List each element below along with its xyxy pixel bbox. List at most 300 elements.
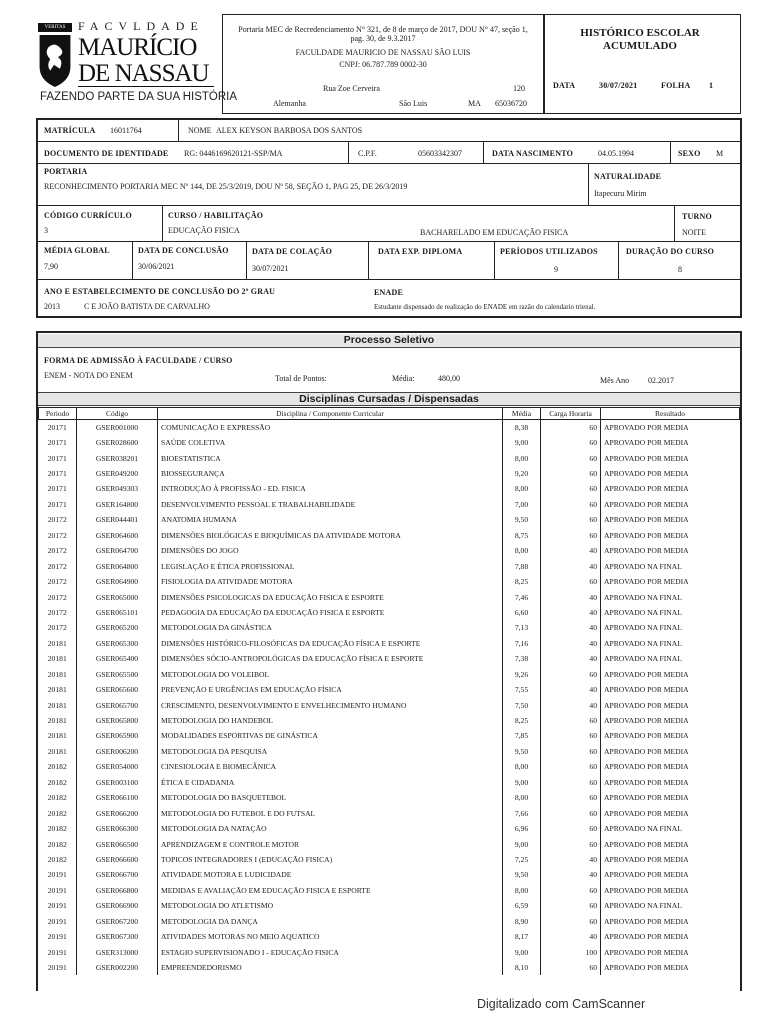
cell-resultado: APROVADO POR MEDIA (604, 731, 689, 741)
sexo: M (716, 149, 724, 158)
cell-media: 8,00 (503, 543, 541, 558)
cell-codigo: GSER065000 (77, 589, 158, 604)
periodos: 9 (554, 265, 558, 274)
cell-disciplina: SAÚDE COLETIVA (158, 435, 503, 450)
folha-label: FOLHA (661, 81, 691, 90)
cell-codigo: GSER065101 (77, 605, 158, 620)
cell-media: 8,00 (503, 790, 541, 805)
curso: EDUCAÇÃO FISICA (168, 226, 240, 235)
cell-codigo: GSER067200 (77, 914, 158, 929)
table-header (39, 408, 740, 420)
cell-resultado: APROVADO POR MEDIA (604, 530, 689, 540)
cell-media: 8,00 (503, 450, 541, 465)
cell-media: 9,00 (503, 836, 541, 851)
table-row (39, 420, 740, 435)
cell-media: 7,50 (503, 697, 541, 712)
document-title: HISTÓRICO ESCOLAR ACUMULADO (580, 27, 700, 52)
cell-codigo: GSER065500 (77, 667, 158, 682)
cell-disciplina: ATIVIDADES MOTORAS NO MEIO AQUATICO (158, 929, 503, 944)
media-global: 7,90 (44, 262, 58, 271)
cell-carga-horaria: 60 (541, 466, 601, 481)
cell-disciplina: LEGISLAÇÃO E ÉTICA PROFISSIONAL (158, 558, 503, 573)
cell-carga-horaria: 60 (541, 450, 601, 465)
cell-periodo: 20182 (39, 852, 77, 867)
documento-label: DOCUMENTO DE IDENTIDADE (44, 149, 169, 158)
table-row (39, 775, 740, 790)
cell-codigo: GSER065900 (77, 728, 158, 743)
cell-media: 9,00 (503, 944, 541, 959)
cnpj: CNPJ: 06.787.789 0002-30 (339, 60, 427, 69)
cell-resultado: APROVADO POR MEDIA (604, 700, 689, 710)
document-title-box (544, 14, 741, 114)
curso-label: CURSO / HABILITAÇÃO (168, 211, 264, 220)
cell-periodo: 20182 (39, 759, 77, 774)
cell-media: 7,88 (503, 558, 541, 573)
cell-periodo: 20172 (39, 512, 77, 527)
portaria: RECONHECIMENTO PORTARIA MEC Nº 144, DE 25/3/2019, DOU Nº 58, SEÇÃO 1, PAG 25, DE 26/3/2019 (44, 182, 408, 191)
cell-periodo: 20182 (39, 775, 77, 790)
cell-resultado: APROVADO POR MEDIA (604, 854, 689, 864)
cell-carga-horaria: 40 (541, 636, 601, 651)
table-row (39, 790, 740, 805)
cell-disciplina: DIMENSÕES HISTÓRICO-FILOSÓFICAS DA EDUCAÇÃO FÍSICA E ESPORTE (158, 636, 503, 651)
faculdade-name: FACULDADE MAURICIO DE NASSAU SÃO LUIS (295, 48, 471, 57)
cell-carga-horaria: 60 (541, 775, 601, 790)
cell-carga-horaria: 40 (541, 543, 601, 558)
table-row (39, 450, 740, 465)
cell-media: 8,38 (503, 420, 541, 435)
header-codigo: Código (77, 408, 158, 420)
bairro: Alemanha (273, 99, 306, 108)
cell-media: 7,25 (503, 852, 541, 867)
duracao: 8 (678, 265, 682, 274)
cell-codigo: GSER065700 (77, 697, 158, 712)
disciplinas-table (38, 407, 740, 975)
cell-disciplina: CINESIOLOGIA E BIOMECÂNICA (158, 759, 503, 774)
logo-line2: MAURÍCIO (78, 34, 197, 61)
cell-media: 9,00 (503, 435, 541, 450)
cell-resultado: APROVADO POR MEDIA (604, 885, 689, 895)
cell-periodo: 20181 (39, 697, 77, 712)
cell-carga-horaria: 60 (541, 914, 601, 929)
cell-resultado: APROVADO NA FINAL (604, 623, 682, 633)
cell-media: 7,46 (503, 589, 541, 604)
folha-value: 1 (709, 81, 714, 90)
cell-resultado: APROVADO POR MEDIA (604, 669, 689, 679)
cell-disciplina: METODOLOGIA DA DANÇA (158, 914, 503, 929)
table-row (39, 605, 740, 620)
forma-admissao-label: FORMA DE ADMISSÃO À FACULDADE / CURSO (44, 356, 233, 365)
cell-carga-horaria: 40 (541, 682, 601, 697)
cell-media: 7,55 (503, 682, 541, 697)
cell-codigo: GSER064700 (77, 543, 158, 558)
cell-codigo: GSER049303 (77, 481, 158, 496)
cell-disciplina: METODOLOGIA DA GINÁSTICA (158, 620, 503, 635)
rua: Rua Zoe Cerveira (323, 84, 380, 93)
table-row (39, 821, 740, 836)
cell-media: 9,26 (503, 667, 541, 682)
header-periodo: Periodo (39, 408, 77, 420)
cell-resultado: APROVADO POR MEDIA (604, 746, 689, 756)
cell-codigo: GSER028600 (77, 435, 158, 450)
header-carga-horaria: Carga Horaria (541, 408, 601, 420)
cell-carga-horaria: 60 (541, 574, 601, 589)
cell-media: 9,50 (503, 512, 541, 527)
cell-media: 9,50 (503, 744, 541, 759)
cell-disciplina: PREVENÇÃO E URGÊNCIAS EM EDUCAÇÃO FÍSICA (158, 682, 503, 697)
cell-periodo: 20181 (39, 728, 77, 743)
cell-resultado: APROVADO POR MEDIA (604, 422, 689, 432)
cell-disciplina: ATIVIDADE MOTORA E LUDICIDADE (158, 867, 503, 882)
table-row (39, 944, 740, 959)
cell-codigo: GSER038201 (77, 450, 158, 465)
cell-codigo: GSER066300 (77, 821, 158, 836)
cell-carga-horaria: 100 (541, 944, 601, 959)
cell-codigo: GSER065200 (77, 620, 158, 635)
cell-periodo: 20171 (39, 420, 77, 435)
cell-media: 8,17 (503, 929, 541, 944)
nascimento: 04.05.1994 (598, 149, 634, 158)
cell-resultado: APROVADO POR MEDIA (604, 499, 689, 509)
cell-resultado: APROVADO NA FINAL (604, 607, 682, 617)
cell-carga-horaria: 40 (541, 867, 601, 882)
cell-disciplina: METODOLOGIA DO BASQUETEBOL (158, 790, 503, 805)
cell-carga-horaria: 60 (541, 744, 601, 759)
cell-periodo: 20172 (39, 558, 77, 573)
table-row (39, 929, 740, 944)
table-row (39, 960, 740, 975)
cell-resultado: APROVADO POR MEDIA (604, 577, 689, 587)
cell-media: 9,50 (503, 867, 541, 882)
cell-media: 8,25 (503, 574, 541, 589)
cell-periodo: 20172 (39, 543, 77, 558)
cell-resultado: APROVADO POR MEDIA (604, 916, 689, 926)
colacao-label: DATA DE COLAÇÃO (252, 247, 333, 256)
table-row (39, 867, 740, 882)
table-row (39, 466, 740, 481)
cell-codigo: GSER064600 (77, 528, 158, 543)
cell-carga-horaria: 60 (541, 481, 601, 496)
cell-codigo: GSER065400 (77, 651, 158, 666)
conclusao: 30/06/2021 (138, 262, 175, 271)
cpf-label: C.P.F. (358, 149, 377, 158)
uf: MA (468, 99, 481, 108)
table-row (39, 852, 740, 867)
cell-periodo: 20181 (39, 651, 77, 666)
cell-disciplina: METODOLOGIA DO VOLEIBOL (158, 667, 503, 682)
cell-periodo: 20182 (39, 805, 77, 820)
student-info (36, 118, 742, 318)
cell-disciplina: BIOSSEGURANÇA (158, 466, 503, 481)
cell-resultado: APROVADO POR MEDIA (604, 515, 689, 525)
cell-resultado: APROVADO POR MEDIA (604, 932, 689, 942)
naturalidade-label: NATURALIDADE (594, 172, 662, 181)
documento: RG: 0446169620121-SSP/MA (184, 149, 283, 158)
table-row (39, 836, 740, 851)
table-row (39, 728, 740, 743)
cell-disciplina: INTRODUÇÃO À PROFISSÃO - ED. FISICA (158, 481, 503, 496)
cell-disciplina: CRESCIMENTO, DESENVOLVIMENTO E ENVELHECIMENTO HUMANO (158, 697, 503, 712)
cell-resultado: APROVADO NA FINAL (604, 592, 682, 602)
camscanner-watermark: Digitalizado com CamScanner (477, 997, 646, 1011)
table-row (39, 883, 740, 898)
mes-ano-label: Mês Ano (600, 376, 630, 385)
logo-line3: DE NASSAU (78, 61, 214, 87)
matricula-label: MATRÍCULA (44, 126, 96, 135)
table-row (39, 651, 740, 666)
cell-codigo: GSER066600 (77, 852, 158, 867)
cell-disciplina: DESENVOLVIMENTO PESSOAL E TRABALHABILIDADE (158, 497, 503, 512)
cell-periodo: 20191 (39, 944, 77, 959)
cell-resultado: APROVADO POR MEDIA (604, 963, 689, 973)
data-value: 30/07/2021 (599, 81, 638, 90)
cell-media: 8,00 (503, 759, 541, 774)
cell-media: 8,10 (503, 960, 541, 975)
periodos-label: PERÍODOS UTILIZADOS (500, 247, 598, 256)
table-row (39, 574, 740, 589)
cell-periodo: 20181 (39, 744, 77, 759)
cell-codigo: GSER066100 (77, 790, 158, 805)
cell-carga-horaria: 40 (541, 605, 601, 620)
cell-codigo: GSER065800 (77, 713, 158, 728)
cell-resultado: APROVADO POR MEDIA (604, 839, 689, 849)
habilitacao: BACHARELADO EM EDUCAÇÃO FISICA (420, 228, 569, 237)
cell-codigo: GSER313000 (77, 944, 158, 959)
cell-carga-horaria: 60 (541, 528, 601, 543)
cell-disciplina: METODOLOGIA DO HANDEBOL (158, 713, 503, 728)
cell-resultado: APROVADO POR MEDIA (604, 777, 689, 787)
cell-carga-horaria: 40 (541, 558, 601, 573)
cell-carga-horaria: 60 (541, 713, 601, 728)
tagline: FAZENDO PARTE DA SUA HISTÓRIA (40, 91, 238, 103)
cell-periodo: 20171 (39, 450, 77, 465)
cell-resultado: APROVADO POR MEDIA (604, 716, 689, 726)
colacao: 30/07/2021 (252, 264, 289, 273)
cell-codigo: GSER044401 (77, 512, 158, 527)
cell-periodo: 20182 (39, 836, 77, 851)
enade-label: ENADE (374, 288, 404, 297)
cell-periodo: 20171 (39, 435, 77, 450)
shield-icon (38, 34, 72, 88)
table-row (39, 435, 740, 450)
cell-carga-horaria: 60 (541, 805, 601, 820)
cell-periodo: 20181 (39, 636, 77, 651)
cell-media: 6,96 (503, 821, 541, 836)
table-row (39, 682, 740, 697)
cell-disciplina: COMUNICAÇÃO E EXPRESSÃO (158, 420, 503, 435)
cell-carga-horaria: 60 (541, 759, 601, 774)
table-row (39, 589, 740, 604)
media-global-label: MÉDIA GLOBAL (44, 246, 110, 255)
table-row (39, 481, 740, 496)
cell-media: 9,20 (503, 466, 541, 481)
cell-codigo: GSER065600 (77, 682, 158, 697)
cell-disciplina: METODOLOGIA DO FUTEBOL E DO FUTSAL (158, 805, 503, 820)
cell-media: 7,16 (503, 636, 541, 651)
cell-carga-horaria: 60 (541, 497, 601, 512)
media-enem: 480,00 (438, 374, 460, 383)
cell-disciplina: PEDAGOGIA DA EDUCAÇÃO DA EDUCAÇÃO FISICA E ESPORTE (158, 605, 503, 620)
cell-carga-horaria: 60 (541, 960, 601, 975)
cell-periodo: 20181 (39, 667, 77, 682)
cell-resultado: APROVADO POR MEDIA (604, 793, 689, 803)
cell-codigo: GSER003100 (77, 775, 158, 790)
cell-periodo: 20191 (39, 929, 77, 944)
header-media: Média (503, 408, 541, 420)
cell-disciplina: APRENDIZAGEM E CONTROLE MOTOR (158, 836, 503, 851)
cell-media: 9,00 (503, 775, 541, 790)
cell-media: 8,90 (503, 914, 541, 929)
duracao-label: DURAÇÃO DO CURSO (626, 247, 715, 256)
naturalidade: Itapecuru Mirim (594, 189, 647, 198)
cell-codigo: GSER065300 (77, 636, 158, 651)
cell-resultado: APROVADO NA FINAL (604, 824, 682, 834)
cell-periodo: 20191 (39, 883, 77, 898)
media-enem-label: Média: (392, 374, 415, 383)
cell-disciplina: ÉTICA E CIDADANIA (158, 775, 503, 790)
turno: NOITE (682, 228, 706, 237)
cell-codigo: GSER067300 (77, 929, 158, 944)
cell-disciplina: DIMENSÕES BIOLÓGICAS E BIOQUÍMICAS DA ATIVIDADE MOTORA (158, 528, 503, 543)
cell-disciplina: METODOLOGIA DA PESQUISA (158, 744, 503, 759)
cell-carga-horaria: 40 (541, 651, 601, 666)
segundo-grau-label: ANO E ESTABELECIMENTO DE CONCLUSÃO DO 2º GRAU (44, 287, 276, 296)
conclusao-label: DATA DE CONCLUSÃO (138, 246, 229, 255)
cell-carga-horaria: 60 (541, 790, 601, 805)
forma-admissao: ENEM - NOTA DO ENEM (44, 371, 133, 380)
segundo-grau-escola: C E JOÃO BATISTA DE CARVALHO (84, 302, 210, 311)
cell-codigo: GSER054000 (77, 759, 158, 774)
cidade: São Luis (399, 99, 428, 108)
codigo-curriculo: 3 (44, 226, 48, 235)
cell-periodo: 20182 (39, 790, 77, 805)
nascimento-label: DATA NASCIMENTO (492, 149, 574, 158)
cell-carga-horaria: 40 (541, 852, 601, 867)
cell-codigo: GSER049200 (77, 466, 158, 481)
logo-banner: VERITAS (38, 23, 72, 32)
cell-codigo: GSER001000 (77, 420, 158, 435)
segundo-grau-ano: 2013 (44, 302, 60, 311)
matricula: 16011764 (110, 126, 142, 135)
cell-periodo: 20191 (39, 914, 77, 929)
cell-periodo: 20191 (39, 898, 77, 913)
cell-carga-horaria: 60 (541, 883, 601, 898)
cell-disciplina: EMPREENDEDORISMO (158, 960, 503, 975)
cell-disciplina: DIMENSÕES DO JOGO (158, 543, 503, 558)
cell-resultado: APROVADO POR MEDIA (604, 469, 689, 479)
cell-periodo: 20181 (39, 713, 77, 728)
table-row (39, 697, 740, 712)
cell-media: 8,00 (503, 481, 541, 496)
cell-periodo: 20171 (39, 497, 77, 512)
cell-resultado: APROVADO NA FINAL (604, 638, 682, 648)
cell-carga-horaria: 60 (541, 667, 601, 682)
data-label: DATA (553, 81, 576, 90)
diploma-label: DATA EXP. DIPLOMA (378, 247, 463, 256)
total-pontos-label: Total de Pontos: (275, 374, 327, 383)
cell-resultado: APROVADO POR MEDIA (604, 453, 689, 463)
cell-carga-horaria: 60 (541, 898, 601, 913)
table-row (39, 914, 740, 929)
table-row (39, 528, 740, 543)
cell-media: 8,00 (503, 883, 541, 898)
table-row (39, 543, 740, 558)
enade: Estudante dispensado de realização do ENADE em razão do calendario trienal. (374, 303, 596, 311)
cell-resultado: APROVADO NA FINAL (604, 654, 682, 664)
cell-codigo: GSER064900 (77, 574, 158, 589)
portaria-label: PORTARIA (44, 167, 88, 176)
cell-media: 7,85 (503, 728, 541, 743)
nome: ALEX KEYSON BARBOSA DOS SANTOS (216, 126, 363, 135)
cell-periodo: 20172 (39, 574, 77, 589)
cell-periodo: 20182 (39, 821, 77, 836)
cell-carga-horaria: 40 (541, 697, 601, 712)
table-row (39, 497, 740, 512)
sexo-label: SEXO (678, 149, 701, 158)
cell-resultado: APROVADO POR MEDIA (604, 484, 689, 494)
portaria-recredenciamento: Portaria MEC de Recredenciamento N° 321, de 8 de março de 2017, DOU N° 47, seção 1, pag. 30, de 9.3.2017 (238, 25, 528, 43)
cell-media: 7,66 (503, 805, 541, 820)
cell-resultado: APROVADO NA FINAL (604, 901, 682, 911)
cpf: 05603342307 (418, 149, 462, 158)
cell-carga-horaria: 60 (541, 435, 601, 450)
cell-media: 8,75 (503, 528, 541, 543)
table-row (39, 759, 740, 774)
cell-codigo: GSER006200 (77, 744, 158, 759)
table-row (39, 667, 740, 682)
cell-codigo: GSER066800 (77, 883, 158, 898)
cell-disciplina: ANATOMIA HUMANA (158, 512, 503, 527)
table-row (39, 744, 740, 759)
table-row (39, 713, 740, 728)
cell-codigo: GSER164800 (77, 497, 158, 512)
cell-resultado: APROVADO POR MEDIA (604, 685, 689, 695)
table-row (39, 512, 740, 527)
table-row (39, 898, 740, 913)
cell-periodo: 20181 (39, 682, 77, 697)
cell-media: 7,00 (503, 497, 541, 512)
cell-resultado: APROVADO POR MEDIA (604, 947, 689, 957)
cell-codigo: GSER066700 (77, 867, 158, 882)
cell-media: 7,38 (503, 651, 541, 666)
cell-resultado: APROVADO POR MEDIA (604, 870, 689, 880)
cell-resultado: APROVADO POR MEDIA (604, 438, 689, 448)
cell-media: 8,25 (503, 713, 541, 728)
cell-codigo: GSER066900 (77, 898, 158, 913)
cell-periodo: 20172 (39, 605, 77, 620)
logo-line1: FACVLDADE (78, 19, 204, 33)
cell-disciplina: ESTAGIO SUPERVISIONADO I - EDUCAÇÃO FISICA (158, 944, 503, 959)
cell-media: 6,59 (503, 898, 541, 913)
cell-media: 7,13 (503, 620, 541, 635)
cell-resultado: APROVADO POR MEDIA (604, 762, 689, 772)
cell-codigo: GSER064800 (77, 558, 158, 573)
header-disciplina: Disciplina / Componente Curricular (158, 408, 503, 420)
table-row (39, 636, 740, 651)
cell-disciplina: FISIOLOGIA DA ATIVIDADE MOTORA (158, 574, 503, 589)
cell-periodo: 20191 (39, 867, 77, 882)
cell-periodo: 20171 (39, 481, 77, 496)
cell-disciplina: MEDIDAS E AVALIAÇÃO EM EDUCAÇÃO FISICA E ESPORTE (158, 883, 503, 898)
cell-disciplina: BIOESTATISTICA (158, 450, 503, 465)
cell-disciplina: MODALIDADES ESPORTIVAS DE GINÁSTICA (158, 728, 503, 743)
cell-disciplina: METODOLOGIA DA NATAÇÃO (158, 821, 503, 836)
cell-disciplina: DIMENSÕES SÓCIO-ANTROPOLÓGICAS DA EDUCAÇÃO FÍSICA E ESPORTE (158, 651, 503, 666)
cep: 65036720 (495, 99, 527, 108)
mes-ano: 02.2017 (648, 376, 674, 385)
cell-media: 6,60 (503, 605, 541, 620)
cell-carga-horaria: 40 (541, 589, 601, 604)
